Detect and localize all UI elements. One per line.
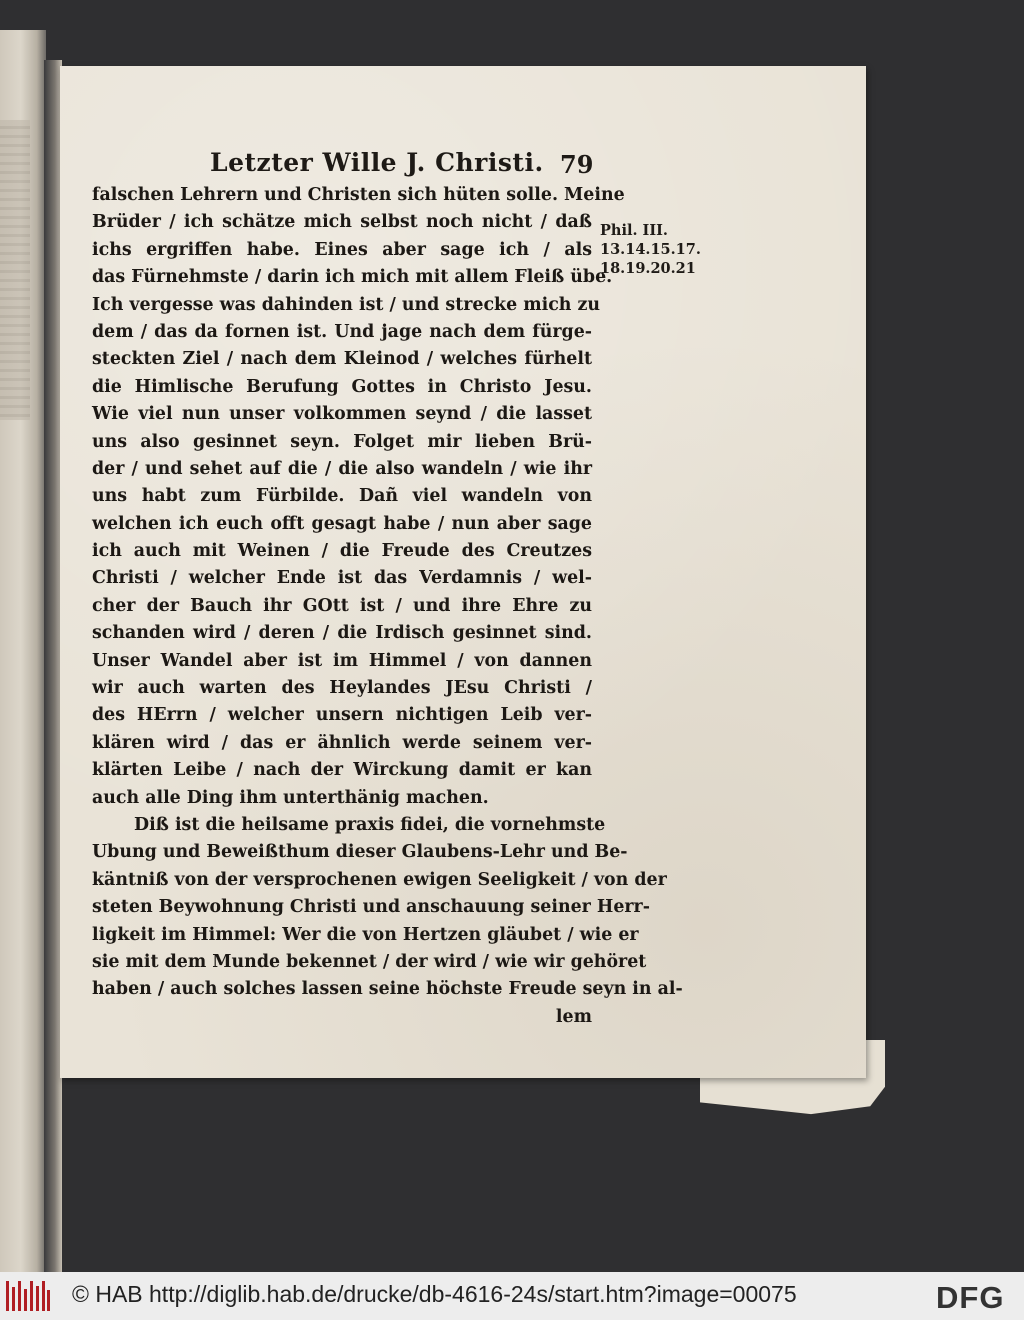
catchword: lem: [555, 1006, 592, 1027]
text-line: ich auch mit Weinen / die Freude des Creutzes: [92, 541, 592, 562]
text-line: Brüder / ich schätze mich selbst noch nicht / daß: [92, 212, 592, 233]
text-line: der / und sehet auf die / die also wandeln / wie ihr: [92, 458, 592, 479]
text-line: Unser Wandel aber ist im Himmel / von dannen: [92, 650, 592, 671]
text-line: Ich vergesse was dahinden ist / und strecke mich zu: [92, 294, 601, 315]
text-line: dem / das da fornen ist. Und jage nach dem fürge-: [92, 321, 592, 342]
text-line: sie mit dem Munde bekennet / der wird / wie wir gehöret: [92, 951, 647, 972]
running-head: Letzter Wille J. Christi.: [210, 148, 544, 177]
text-line: Diß ist die heilsame praxis fidei, die vornehmste: [134, 814, 606, 835]
text-line: klären wird / das er ähnlich werde seinem ver-: [92, 732, 592, 753]
left-page-text-shadow: [0, 120, 30, 420]
text-line: steten Beywohnung Christi und anschauung seiner Herr-: [92, 897, 650, 918]
text-line: haben / auch solches lassen seine höchste Freude seyn in al-: [92, 979, 683, 1000]
text-line: auch alle Ding ihm unterthänig machen.: [92, 787, 489, 808]
margin-note-line: 18.19.20.21: [600, 260, 696, 277]
page-number: 79: [560, 150, 594, 179]
text-line: klärten Leibe / nach der Wirckung damit er kan: [92, 760, 592, 781]
text-line: ichs ergriffen habe. Eines aber sage ich / als: [92, 239, 592, 260]
footer-bar: [0, 1272, 1024, 1320]
text-line: käntniß von der versprochenen ewigen Seeligkeit / von der: [92, 869, 667, 890]
text-line: uns habt zum Fürbilde. Dañ viel wandeln von: [92, 486, 592, 507]
hab-logo-icon: [6, 1281, 50, 1311]
margin-note: [600, 221, 701, 278]
margin-note-line: Phil. III.: [600, 222, 668, 239]
text-line: ligkeit im Himmel: Wer die von Hertzen gläubet / wie er: [92, 924, 639, 945]
text-line: Christi / welcher Ende ist das Verdamnis / wel-: [92, 568, 592, 589]
text-line: steckten Ziel / nach dem Kleinod / welches fürhelt: [92, 349, 592, 370]
text-line: cher der Bauch ihr GOtt ist / und ihre Ehre zu: [92, 595, 592, 616]
text-line: Wie viel nun unser volkommen seynd / die lasset: [92, 404, 592, 425]
copyright-url[interactable]: © HAB http://diglib.hab.de/drucke/db-4616-24s/start.htm?image=00075: [72, 1281, 797, 1307]
text-line: das Fürnehmste / darin ich mich mit allem Fleiß übe.: [92, 267, 613, 288]
text-line: des HErrn / welcher unsern nichtigen Leib ver-: [92, 705, 592, 726]
text-line: schanden wird / deren / die Irdisch gesinnet sind.: [92, 623, 592, 644]
text-line: welchen ich euch offt gesagt habe / nun aber sage: [92, 513, 592, 534]
margin-note-line: 13.14.15.17.: [600, 241, 701, 258]
text-line: die Himlische Berufung Gottes in Christo Jesu.: [92, 376, 592, 397]
text-line: wir auch warten des Heylandes JEsu Christi /: [92, 678, 592, 699]
text-line: Ubung und Beweißthum dieser Glaubens-Lehr und Be-: [92, 842, 628, 863]
text-line: falschen Lehrern und Christen sich hüten solle. Meine: [92, 185, 625, 205]
text-line: uns also gesinnet seyn. Folget mir lieben Brü-: [92, 431, 592, 452]
dfg-logo: DFG: [936, 1280, 1005, 1315]
